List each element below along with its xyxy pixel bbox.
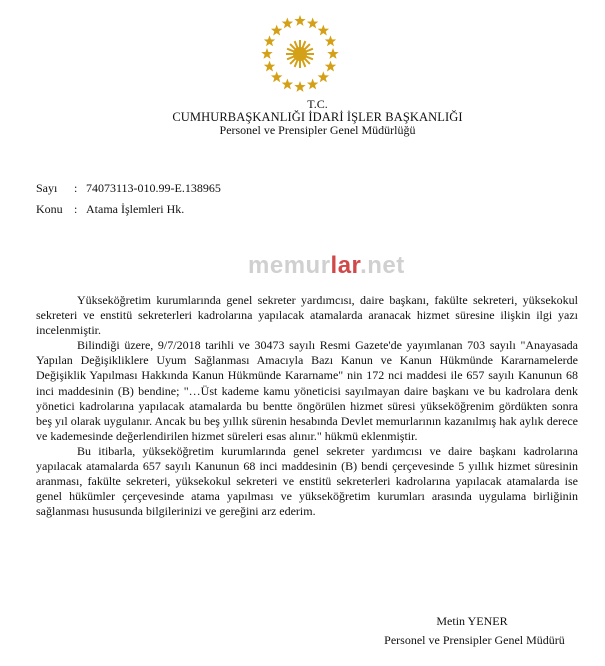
header-institution: CUMHURBAŞKANLIĞI İDARİ İŞLER BAŞKANLIĞI [172, 110, 463, 124]
emblem-star [282, 78, 293, 89]
emblem-star [318, 25, 329, 36]
emblem-star [318, 71, 329, 82]
body-paragraph: Yükseköğretim kurumlarında genel sekreter yardımcısı, daire başkanı, fakülte sekreteri, yüksekokul sekreteri ve enstitü sekreterleri kadrolarına yapılacak atamalarda aranacak hizmet süresine ilişkin ilgi yazı incelenmiştir. [36, 293, 578, 338]
header-department: Personel ve Prensipler Genel Müdürlüğü [219, 123, 416, 137]
emblem-star [294, 15, 305, 26]
sun-ray [304, 44, 310, 50]
meta-sayi-row [36, 181, 221, 195]
emblem-star [307, 78, 318, 89]
emblem-star [307, 18, 318, 29]
sun-ray [306, 56, 313, 59]
emblem-star [271, 71, 282, 82]
sun-ray [302, 60, 305, 67]
body-paragraph: Bilindiği üzere, 9/7/2018 tarihli ve 30473 sayılı Resmi Gazete'de yayımlanan 703 sayılı "Anayasada Yapılan Değişikliklere Uyum Sağlanması Amacıyla Bazı Kanun ve Kanun Hükmünde Kararnamelerde Değişiklik Yapılması Hakkında Kanun Hükmünde Kararname" nin 172 nci maddesi ile 657 sayılı Kanunun 68 inci maddesinin (B) bendine; "…Üst kademe kamu yöneticisi sayılmayan daire başkanı ve bu kadrolara denk yönetici kadrolarına yapılacak atamalarda bu bentte öngörülen hizmet süresi yükseköğrenim gördükten sonra beş yıl olarak uygulanır. Ancak bu beş yıllık sürenin hesabında Devlet memurlarının kazanılmış hak aylık derece ve kademesinde değerlendirilen hizmet süreleri esas alınır." hükmü eklenmiştir. [36, 338, 578, 443]
sun-ray [295, 41, 298, 48]
sayi-value: 74073113-010.99-E.138965 [86, 181, 221, 195]
meta-konu-row [36, 202, 184, 216]
emblem-star [325, 61, 336, 72]
emblem-star [271, 25, 282, 36]
sun-ray [302, 41, 305, 48]
emblem-star [264, 35, 275, 46]
emblem-star [264, 61, 275, 72]
konu-separator: : [74, 202, 78, 216]
sun-disc [293, 47, 307, 61]
sayi-separator: : [74, 181, 78, 195]
watermark-dot: lar [330, 252, 361, 279]
presidential-emblem-icon [258, 12, 342, 96]
sun-ray [287, 56, 294, 59]
sun-ray [304, 58, 310, 64]
konu-label: Konu [36, 202, 63, 216]
sun-ray [290, 44, 296, 50]
sun-ray [306, 49, 313, 52]
body-paragraph: Bu itibarla, yükseköğretim kurumlarında genel sekreter yardımcısı ve daire başkanı kadrolarına yapılacak atamalarda 657 sayılı Kanunun 68 inci maddesinin (B) bendi çerçevesinde 5 yıllık hizmet süresinin aranması, fakülte sekreteri, yüksekokul sekreteri ve enstitü sekreterleri kadrolarına yapılacak atamalarda ise genel hükümler çerçevesinde atama yapılması ve yükseköğretim kurumları arasında uygulama birliğinin sağlanması hususunda bilgilerinizi ve gereğini arz ederim. [36, 443, 578, 519]
watermark-left: memur [248, 252, 331, 279]
signatory-name: Metin YENER [436, 614, 508, 628]
sayi-label: Sayı [36, 181, 58, 195]
emblem-star [282, 18, 293, 29]
emblem-star [294, 81, 305, 92]
sun-ray [287, 49, 294, 52]
sun-ray [290, 58, 296, 64]
watermark-right: .net [360, 252, 405, 279]
watermark [248, 252, 405, 280]
konu-value: Atama İşlemleri Hk. [86, 202, 185, 216]
emblem-star [325, 35, 336, 46]
sun-ray [295, 60, 298, 67]
emblem-star [261, 48, 272, 59]
signatory-title: Personel ve Prensipler Genel Müdürü [384, 633, 565, 647]
letter-body [36, 293, 578, 519]
emblem-star [327, 48, 338, 59]
header-tc: T.C. [307, 97, 328, 111]
